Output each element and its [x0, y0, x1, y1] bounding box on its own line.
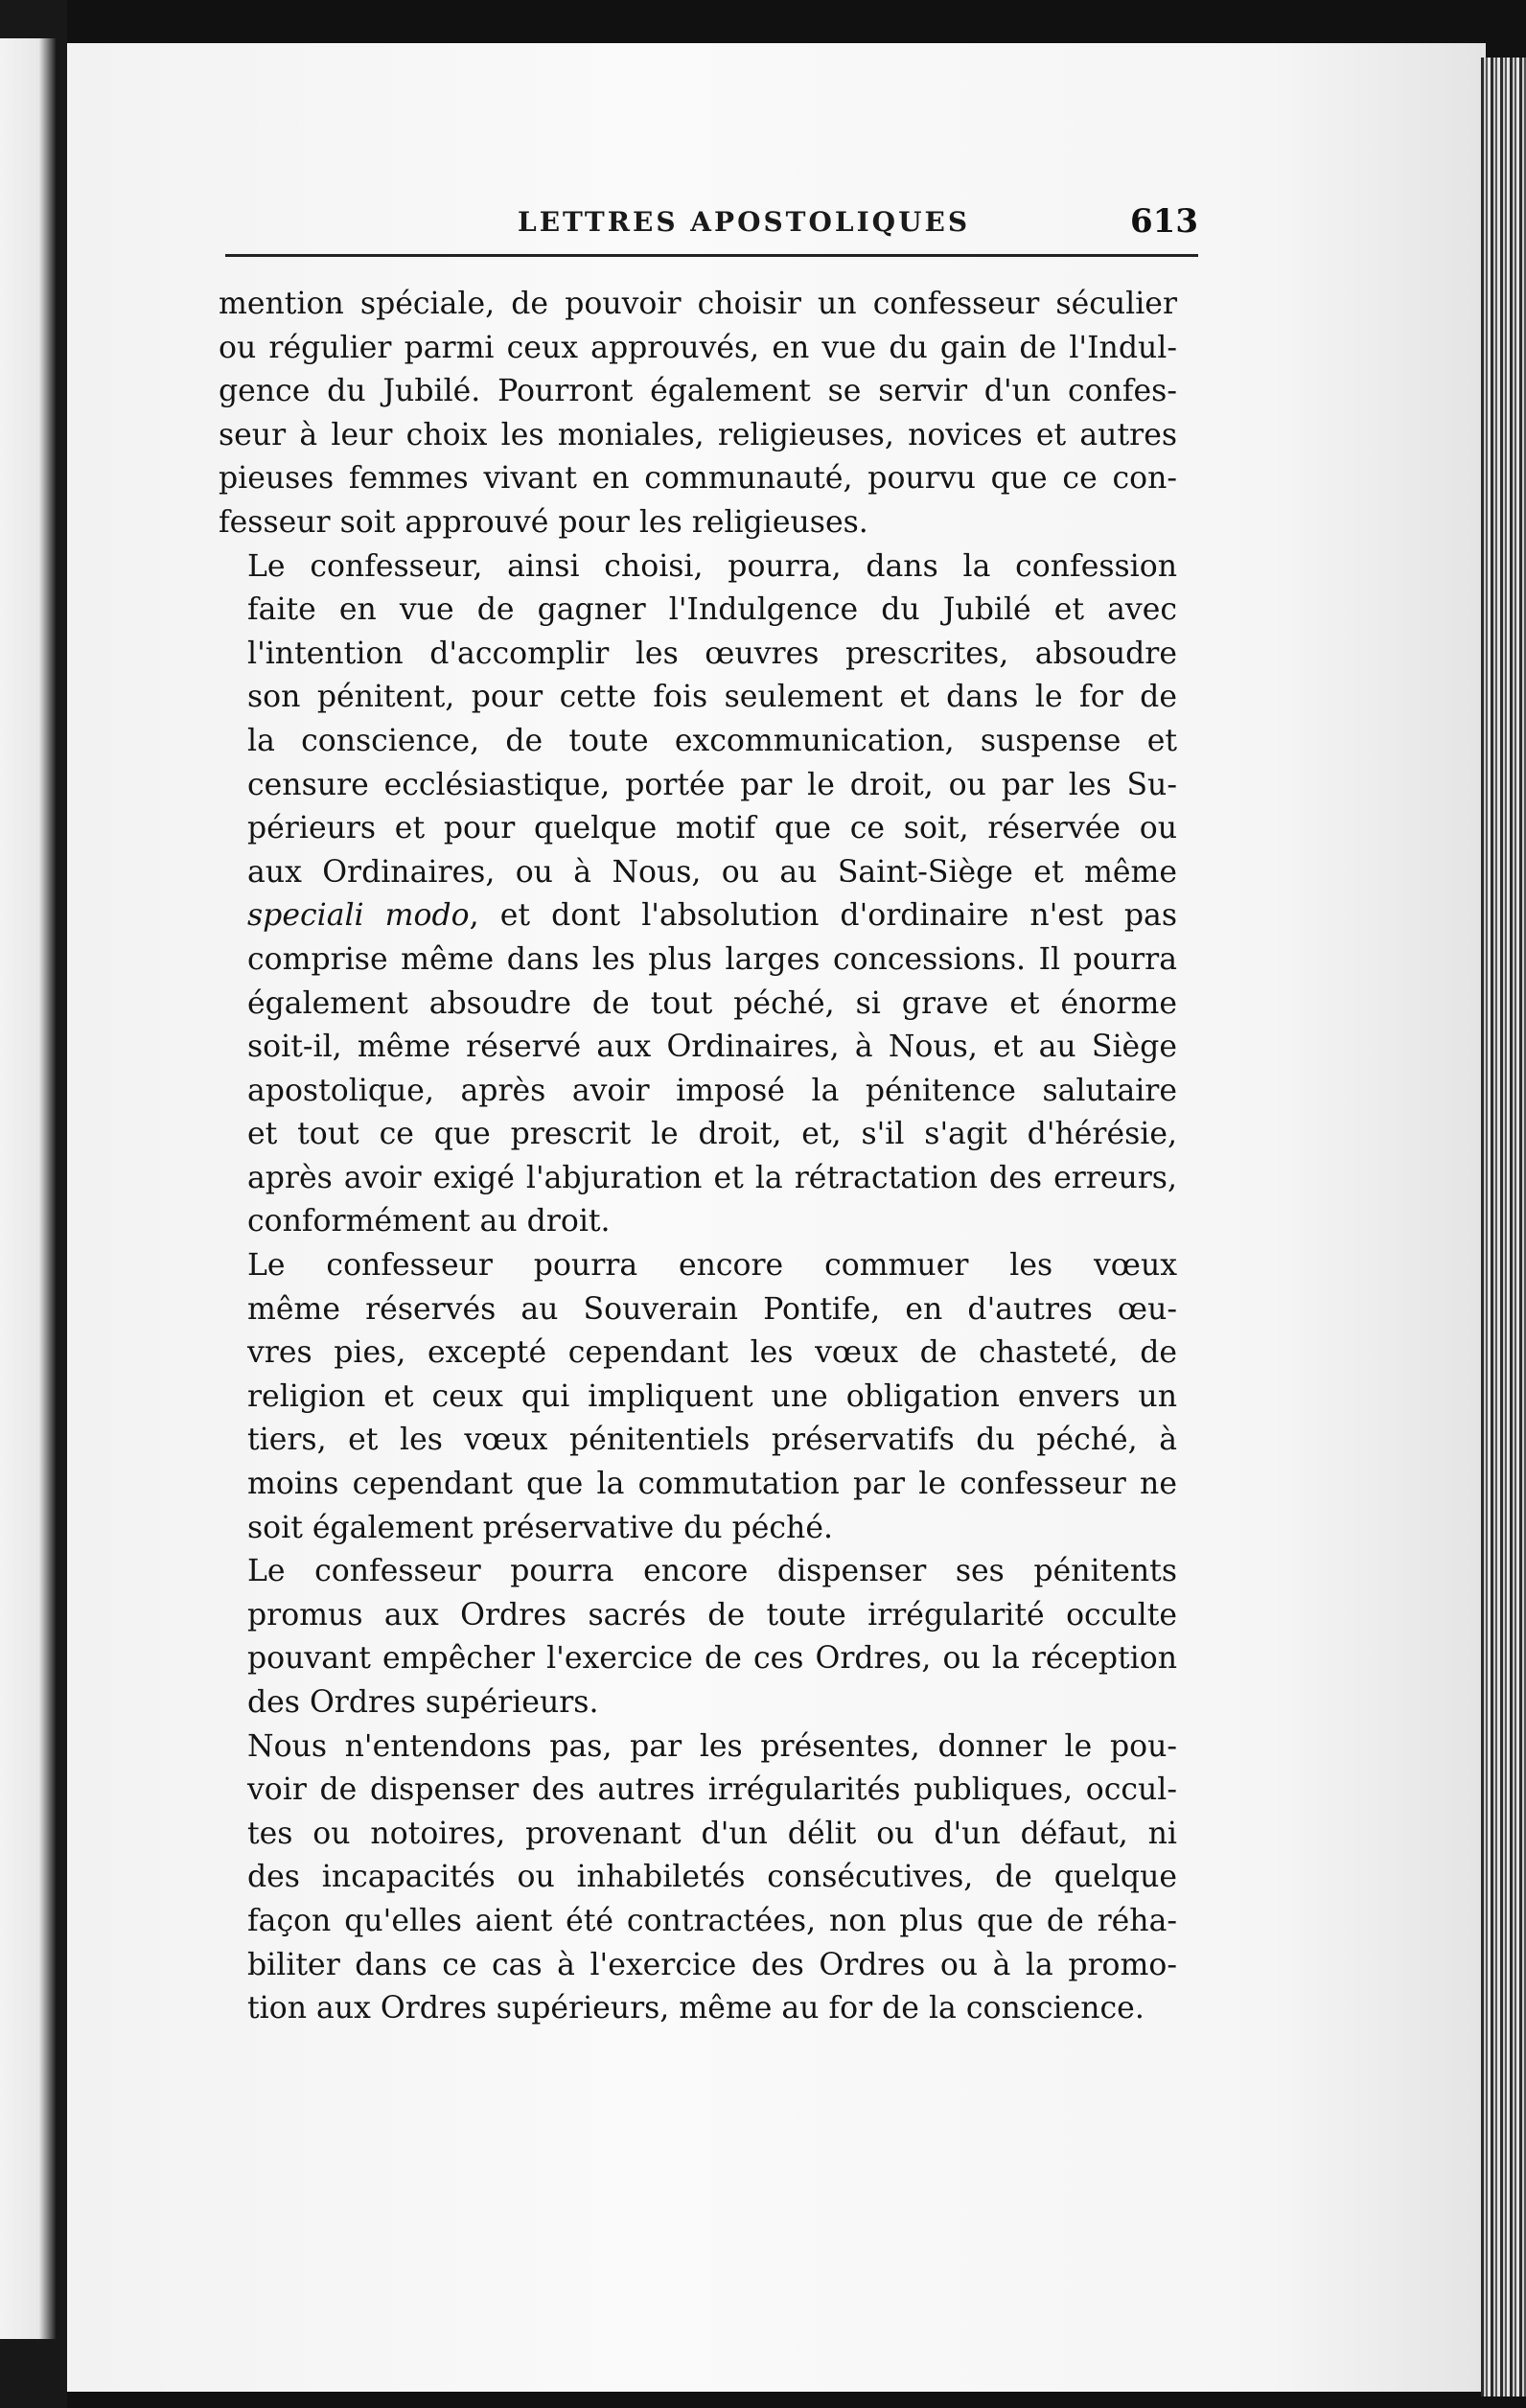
page-number: 613	[1130, 202, 1198, 241]
text-line: censure ecclésiastique, portée par le droit, ou par les Su-	[247, 767, 1177, 802]
text-line: comprise même dans les plus larges concessions. Il pourra	[247, 941, 1177, 977]
text-line-with-italic: speciali modo, et dont l'absolution d'ordinaire n'est pas	[247, 898, 1177, 934]
text-line: et tout ce que prescrit le droit, et, s'il s'agit d'hérésie,	[247, 1117, 1177, 1152]
text-line: vres pies, excepté cependant les vœux de chasteté, de	[247, 1335, 1177, 1371]
text-line: apostolique, après avoir imposé la pénitence salutaire	[247, 1073, 1177, 1108]
text-line: tiers, et les vœux pénitentiels préservatifs du péché, à	[247, 1423, 1177, 1458]
text-line: conformément au droit.	[247, 1204, 611, 1239]
text-line: pouvant empêcher l'exercice de ces Ordres, ou la réception	[247, 1641, 1177, 1677]
text-line: seur à leur choix les moniales, religieuses, novices et autres	[219, 417, 1177, 452]
text-line: tes ou notoires, provenant d'un délit ou d'un défaut, ni	[247, 1816, 1177, 1851]
text-line: biliter dans ce cas à l'exercice des Ordres ou à la promo-	[247, 1947, 1177, 1982]
italic-phrase: speciali modo	[247, 898, 470, 934]
text-line: façon qu'elles aient été contractées, non plus que de réha-	[247, 1903, 1177, 1938]
text-line: également absoudre de tout péché, si grave et énorme	[247, 985, 1177, 1021]
paragraph-4	[219, 1550, 1177, 1725]
text-line: son pénitent, pour cette fois seulement et dans le for de	[247, 680, 1177, 715]
text-line: Le confesseur pourra encore commuer les vœux	[247, 1248, 1177, 1284]
text-line: la conscience, de toute excommunication, suspense et	[247, 723, 1177, 758]
text-line: faite en vue de gagner l'Indulgence du Jubilé et avec	[247, 592, 1177, 628]
text-line: Le confesseur, ainsi choisi, pourra, dans la confession	[247, 548, 1177, 584]
paragraph-2	[219, 545, 1177, 1245]
text-line: des incapacités ou inhabiletés consécutives, de quelque	[247, 1860, 1177, 1895]
text-line: Nous n'entendons pas, par les présentes, donner le pou-	[247, 1728, 1177, 1764]
paragraph-5	[219, 1725, 1177, 2031]
text-line: aux Ordinaires, ou à Nous, ou au Saint-Siège et même	[247, 854, 1177, 890]
text-line: pieuses femmes vivant en communauté, pourvu que ce con-	[219, 461, 1177, 497]
text-line: l'intention d'accomplir les œuvres prescrites, absoudre	[247, 636, 1177, 671]
text-line: fesseur soit approuvé pour les religieuses.	[219, 504, 868, 540]
paragraph-3	[219, 1244, 1177, 1550]
header-rule	[225, 254, 1198, 257]
running-head: LETTRES APOSTOLIQUES	[518, 206, 971, 238]
text-line: même réservés au Souverain Pontife, en d'autres œu-	[247, 1291, 1177, 1327]
text-line: soit également préservative du péché.	[247, 1510, 833, 1545]
text-line: soit-il, même réservé aux Ordinaires, à Nous, et au Siège	[247, 1030, 1177, 1065]
text-line: moins cependant que la commutation par le confesseur ne	[247, 1467, 1177, 1502]
paragraph-1	[219, 283, 1177, 545]
text-line: religion et ceux qui impliquent une obligation envers un	[247, 1378, 1177, 1414]
text-line: voir de dispenser des autres irrégularités publiques, occul-	[247, 1772, 1177, 1808]
text-line: ou régulier parmi ceux approuvés, en vue du gain de l'Indul-	[219, 330, 1177, 365]
previous-page-edge	[0, 38, 56, 2339]
text-line: des Ordres supérieurs.	[247, 1685, 599, 1720]
text-line: tion aux Ordres supérieurs, même au for de la conscience.	[247, 1991, 1144, 2026]
text-line: Le confesseur pourra encore dispenser ses pénitents	[247, 1554, 1177, 1589]
text-line: mention spéciale, de pouvoir choisir un confesseur séculier	[219, 287, 1177, 321]
page-header	[230, 202, 1198, 244]
text-line: promus aux Ordres sacrés de toute irrégularité occulte	[247, 1597, 1177, 1632]
text-line: gence du Jubilé. Pourront également se servir d'un confes-	[219, 374, 1177, 409]
text-line: après avoir exigé l'abjuration et la rétractation des erreurs,	[247, 1160, 1177, 1195]
body-text	[219, 283, 1177, 2031]
text-line: périeurs et pour quelque motif que ce soit, réservée ou	[247, 811, 1177, 846]
stacked-page-edges	[1481, 58, 1526, 2396]
